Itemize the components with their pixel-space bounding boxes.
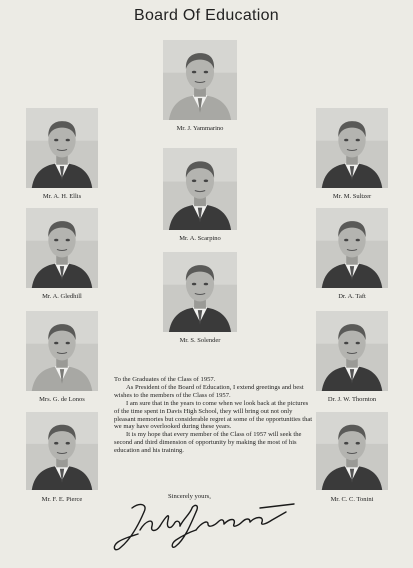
letter-paragraph: I am sure that in the years to come when we look back at the pictures of the time spent in Davis High School, they will bring out not only pleasant memories but considerable regret at some of the opportunities that we may have overlooked during these years. [114, 399, 313, 431]
member-photo [316, 311, 388, 391]
member-photo [26, 311, 98, 391]
letter-paragraph: It is my hope that every member of the Class of 1957 will seek the second and third dimension of opportunity by making the most of his education and his training. [114, 431, 302, 455]
portrait-photo-graphic [316, 311, 388, 391]
portrait-photo-graphic [316, 412, 388, 490]
member-name: Mr. A. H. Ellis [42, 193, 82, 200]
portrait-yammarino [163, 40, 237, 132]
member-photo [26, 208, 98, 288]
portrait-ellis [26, 108, 98, 200]
portrait-photo-graphic [316, 208, 388, 288]
portrait-delonos [26, 311, 98, 403]
portrait-photo-graphic [163, 40, 237, 120]
portrait-tonini [316, 412, 388, 503]
portrait-photo-graphic [163, 148, 237, 230]
member-name: Mr. M. Sultzer [332, 193, 372, 200]
member-photo [316, 108, 388, 188]
member-name: Mr. S. Solender [179, 337, 221, 344]
president-letter [114, 376, 314, 455]
member-photo [26, 412, 98, 490]
member-name: Mr. A. Gledhill [42, 293, 82, 300]
member-name: Mr. C. C. Tonini [330, 496, 374, 503]
member-photo [163, 252, 237, 332]
portrait-scarpino [163, 148, 237, 242]
member-photo [26, 108, 98, 188]
page-title: Board Of Education [133, 7, 280, 24]
portrait-photo-graphic [316, 108, 388, 188]
member-name: Mr. F. E. Pierce [41, 496, 83, 503]
portrait-photo-graphic [26, 108, 98, 188]
member-photo [316, 412, 388, 490]
letter-paragraph: As President of the Board of Education, I extend greetings and best wishes to the members of the Class of 1957. [114, 383, 304, 399]
portrait-sultzer [316, 108, 388, 200]
portrait-photo-graphic [26, 208, 98, 288]
portrait-gledhill [26, 208, 98, 300]
member-photo [316, 208, 388, 288]
member-name: Dr. A. Taft [338, 293, 366, 300]
member-photo [163, 148, 237, 230]
portrait-thornton [316, 311, 388, 403]
member-name: Mr. A. Scarpino [179, 235, 221, 242]
handwritten-signature [110, 496, 300, 556]
portrait-taft [316, 208, 388, 300]
portrait-photo-graphic [26, 412, 98, 490]
portrait-photo-graphic [26, 311, 98, 391]
portrait-solender [163, 252, 237, 344]
letter-closing: Sincerely yours, [168, 493, 211, 500]
portrait-photo-graphic [163, 252, 237, 332]
member-name: Mr. J. Yammarino [176, 125, 224, 132]
portrait-pierce [26, 412, 98, 503]
member-photo [163, 40, 237, 120]
member-name: Dr. J. W. Thornton [327, 396, 377, 403]
letter-salutation: To the Graduates of the Class of 1957. [114, 376, 216, 383]
member-name: Mrs. G. de Lonos [39, 396, 85, 403]
